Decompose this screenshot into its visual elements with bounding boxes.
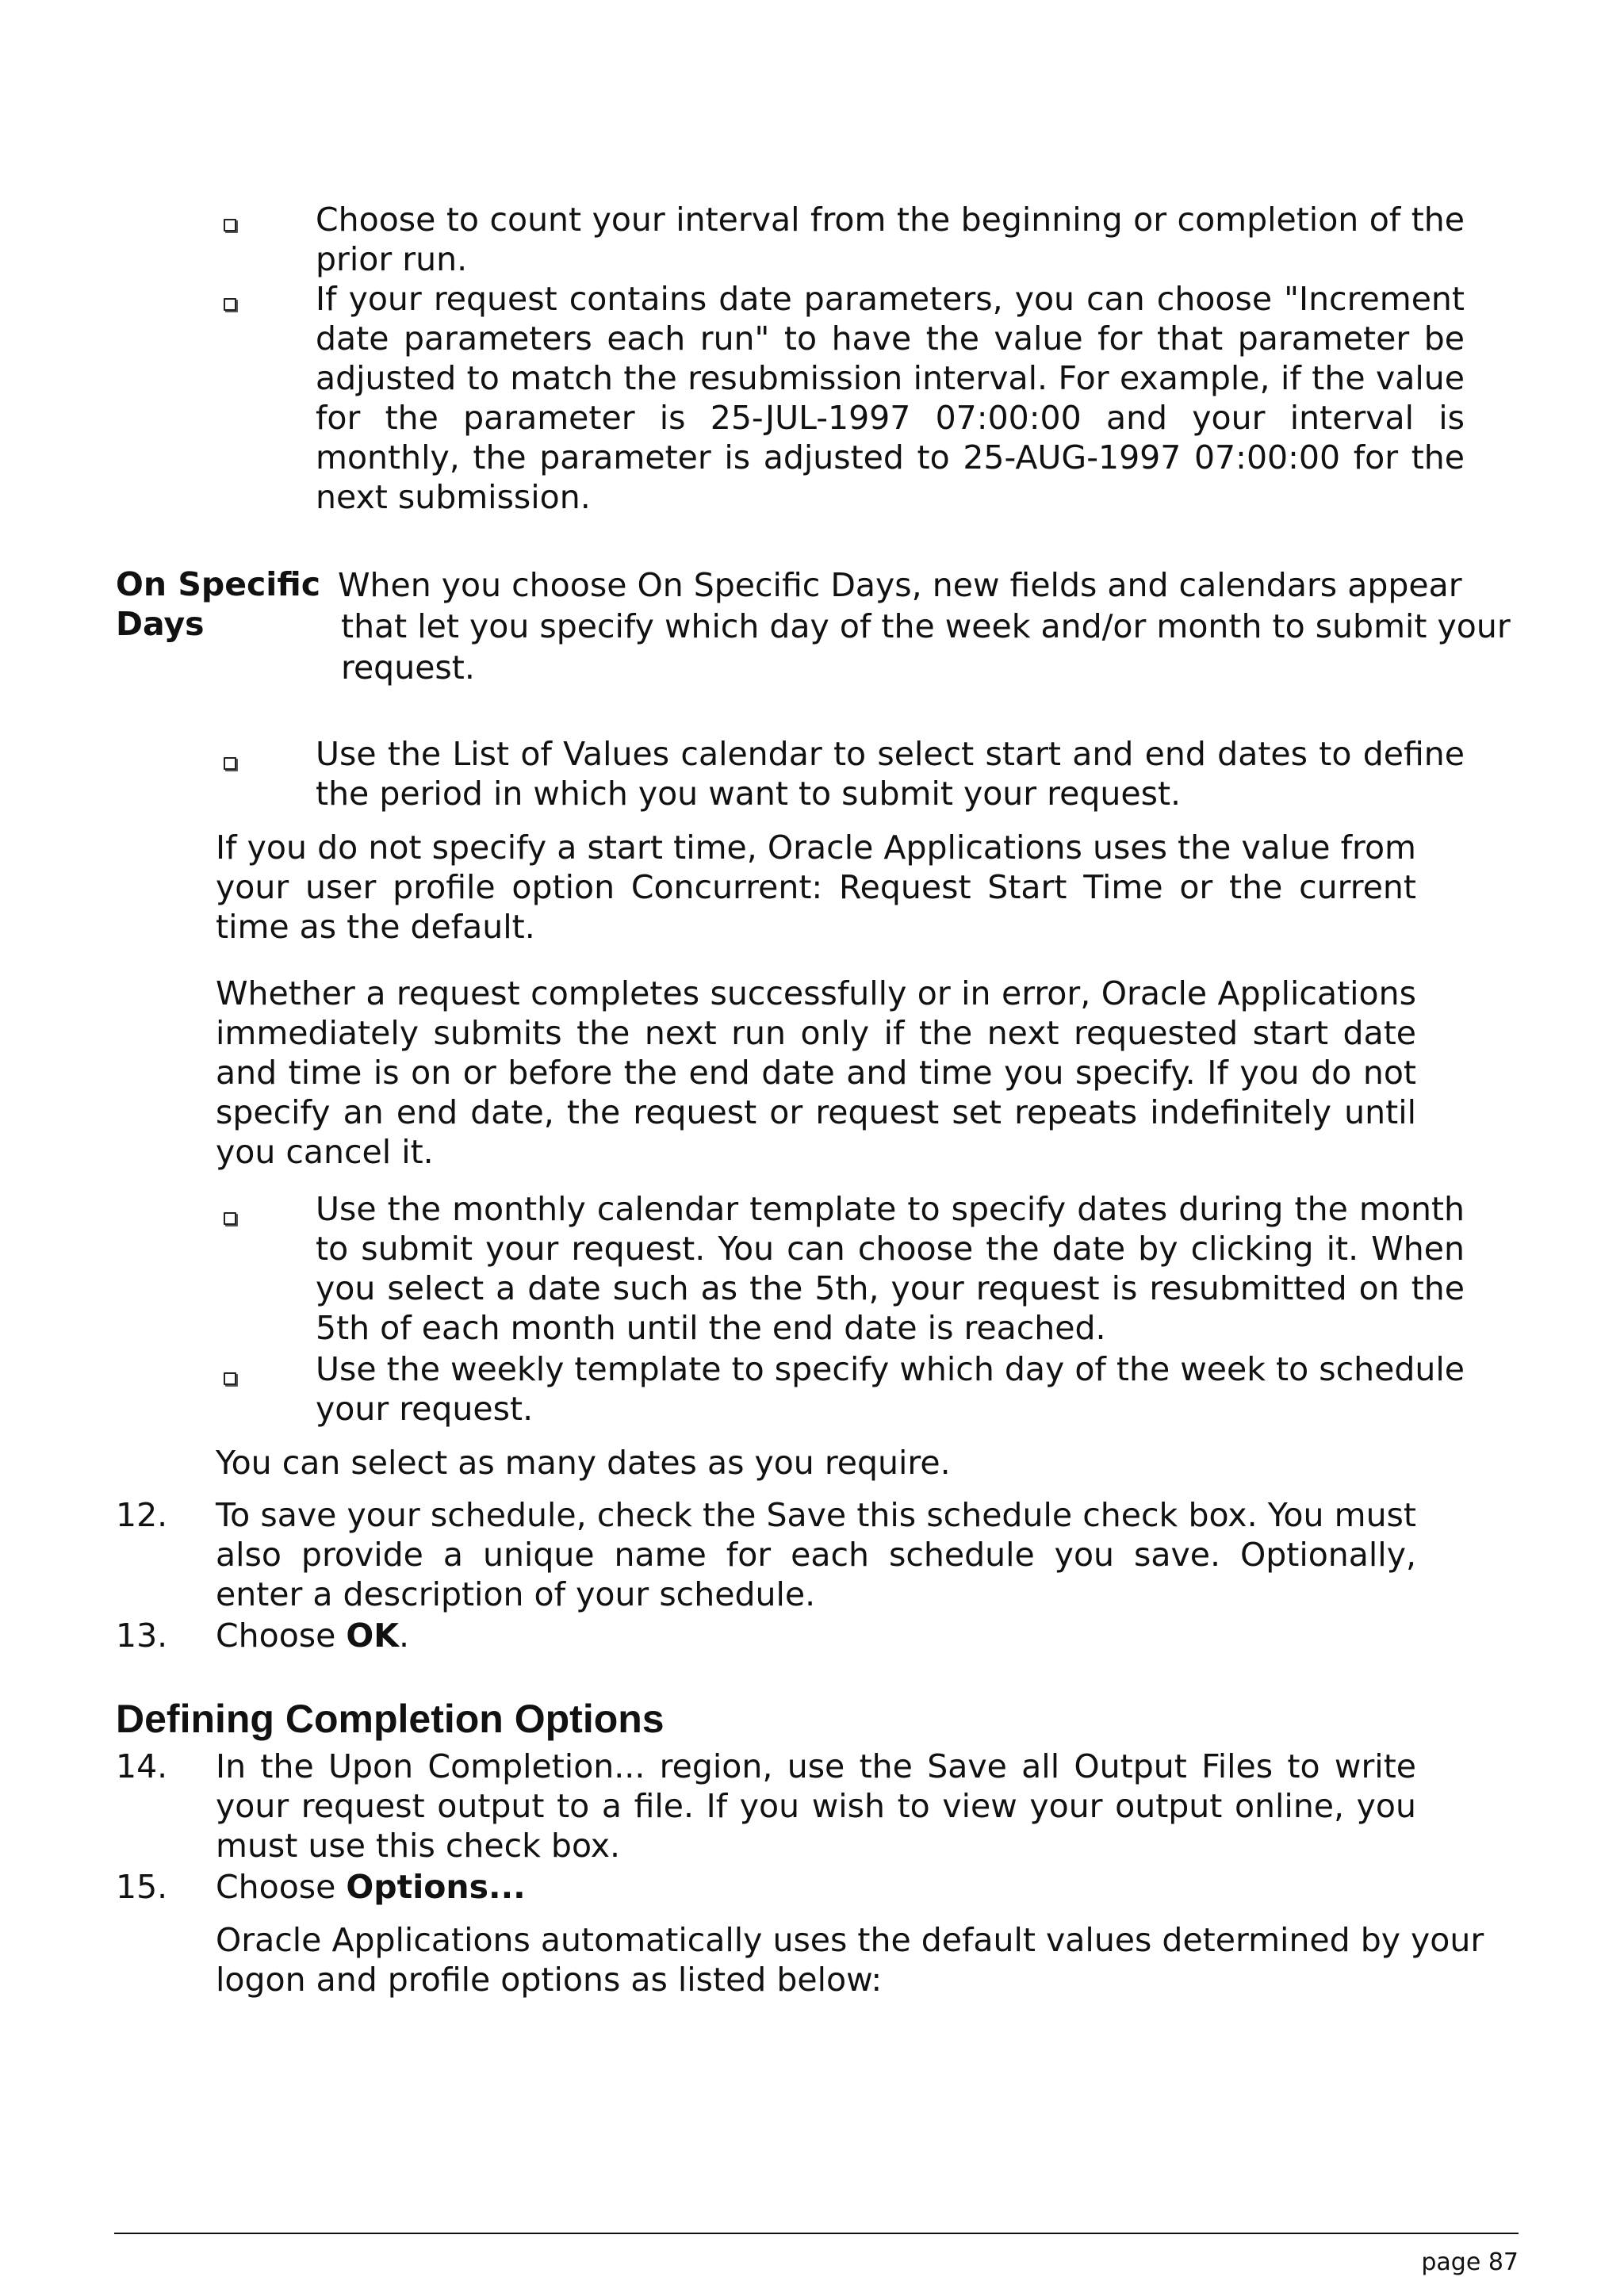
step-number: 15. [116, 1868, 168, 1906]
definition-term-line: Days [116, 605, 205, 643]
step-number: 13. [116, 1617, 168, 1655]
step-text: To save your schedule, check the Save this schedule check box. You must also provide a unique name for each schedule you save. Optionally, enter a description of your schedule. [216, 1496, 1416, 1613]
step-number: 12. [116, 1496, 168, 1534]
definition-description: When you choose On Specific Days, new fields and calendars appear that let you specify which day of the week and/or month to submit your request. [338, 566, 1511, 687]
page-number: page 87 [1421, 2248, 1519, 2276]
bullet-icon [224, 1212, 236, 1225]
step-text: In the Upon Completion... region, use the Save all Output Files to write your request output to a file. If you wish to view your output online, you must use this check box. [216, 1747, 1416, 1865]
bullet-text: Use the monthly calendar template to specify dates during the month to submit your request. You can choose the date by clicking it. When you select a date such as the 5th, your request is resubmitted on the 5th of each month until the end date is reached. [316, 1190, 1465, 1347]
bullet-text: If your request contains date parameters, you can choose "Increment date parameters each run" to have the value for that parameter be adjusted to match the resubmission interval. For example, if the value for the parameter is 25-JUL-1997 07:00:00 and your interval is monthly, the parameter is adjusted to 25-AUG-1997 07:00:00 for the next submission. [316, 280, 1465, 516]
step-text-prefix: Choose [216, 1617, 347, 1655]
step-number: 14. [116, 1747, 168, 1785]
paragraph: Oracle Applications automatically uses the default values determined by your logon and profile options as listed below: [216, 1921, 1484, 1999]
paragraph: Whether a request completes successfully or in error, Oracle Applications immediately submits the next run only if the next requested start date and time is on or before the end date and time you specify. If you do not specify an end date, the request or request set repeats indefinitely until you cancel it. [216, 974, 1416, 1171]
paragraph: You can select as many dates as you require. [216, 1444, 951, 1482]
footer-rule [114, 2233, 1519, 2234]
step-text-prefix: Choose [216, 1868, 347, 1906]
bullet-text: Choose to count your interval from the beginning or completion of the prior run. [316, 201, 1465, 278]
ok-label: OK [346, 1617, 400, 1655]
step-text [216, 1616, 1416, 1655]
bullet-text: Use the weekly template to specify which day of the week to schedule your request. [316, 1350, 1465, 1428]
bullet-icon [224, 1372, 236, 1385]
step-text-suffix: . [399, 1617, 410, 1655]
bullet-icon [224, 298, 236, 311]
bullet-icon [224, 219, 236, 232]
bullet-icon [224, 757, 236, 770]
definition-term-line: On Specific [116, 565, 321, 603]
step-text [216, 1867, 1416, 1907]
options-label: Options... [346, 1868, 526, 1906]
section-heading: Defining Completion Options [116, 1697, 665, 1741]
bullet-text: Use the List of Values calendar to select start and end dates to define the period in which you want to submit your request. [316, 735, 1465, 813]
definition-term [116, 564, 338, 644]
paragraph: If you do not specify a start time, Oracle Applications uses the value from your user profile option Concurrent: Request Start Time or the current time as the default. [216, 828, 1416, 946]
